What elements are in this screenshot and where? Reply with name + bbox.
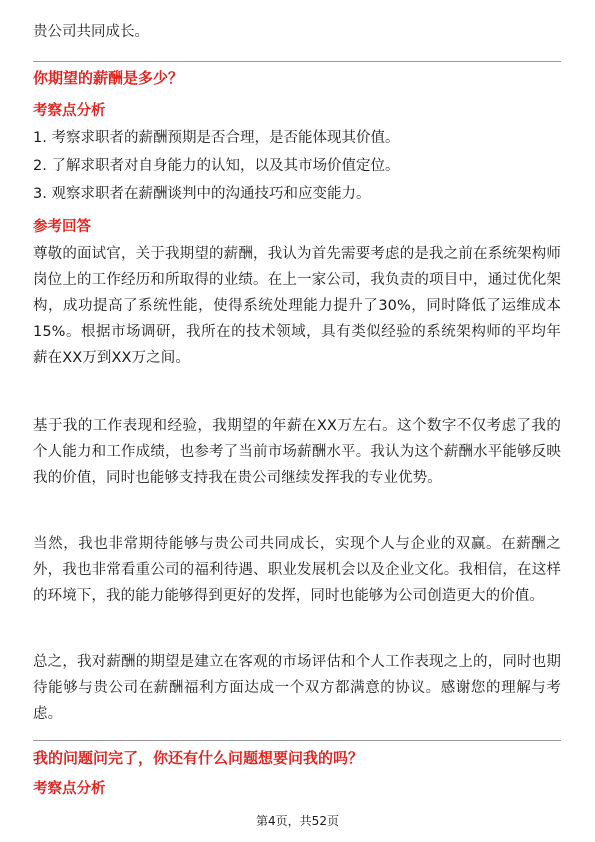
analysis-point: 2. 了解求职者对自身能力的认知，以及其市场价值定位。: [33, 158, 400, 174]
question-title: 我的问题问完了，你还有什么问题想要问我的吗？: [33, 749, 364, 767]
analysis-heading: 考察点分析: [33, 781, 106, 797]
continued-text: 贵公司共同成长。: [33, 24, 149, 40]
page-number: 第4页，共52页: [256, 814, 339, 828]
analysis-point: 1. 考察求职者的薪酬预期是否合理，是否能体现其价值。: [33, 130, 400, 146]
divider-rule: [33, 740, 561, 741]
divider-rule: [33, 61, 561, 62]
analysis-heading: 考察点分析: [33, 103, 106, 119]
answer-paragraph: 当然，我也非常期待能够与贵公司共同成长，实现个人与企业的双赢。在薪酬之外，我也非常看重公司的福利待遇、职业发展机会以及企业文化。我相信，在这样的环境下，我的能力能够得到更好的发挥，同时也能够为公司创造更大的价值。: [33, 536, 561, 604]
answer-heading: 参考回答: [33, 219, 91, 235]
analysis-point: 3. 观察求职者在薪酬谈判中的沟通技巧和应变能力。: [33, 186, 371, 202]
answer-paragraph: 尊敬的面试官，关于我期望的薪酬，我认为首先需要考虑的是我之前在系统架构师岗位上的工作经历和所取得的业绩。在上一家公司，我负责的项目中，通过优化架构，成功提高了系统性能，使得系统处理能力提升了30%，同时降低了运维成本15%。根据市场调研，我所在的技术领域，具有类似经验的系统架构师的平均年薪在XX万到XX万之间。: [33, 246, 561, 366]
answer-paragraph: 基于我的工作表现和经验，我期望的年薪在XX万左右。这个数字不仅考虑了我的个人能力和工作成绩，也参考了当前市场薪酬水平。我认为这个薪酬水平能够反映我的价值，同时也能够支持我在贵公司继续发挥我的专业优势。: [33, 418, 561, 486]
question-title: 你期望的薪酬是多少？: [33, 69, 184, 87]
answer-paragraph: 总之，我对薪酬的期望是建立在客观的市场评估和个人工作表现之上的，同时也期待能够与贵公司在薪酬福利方面达成一个双方都满意的协议。感谢您的理解与考虑。: [33, 654, 561, 722]
